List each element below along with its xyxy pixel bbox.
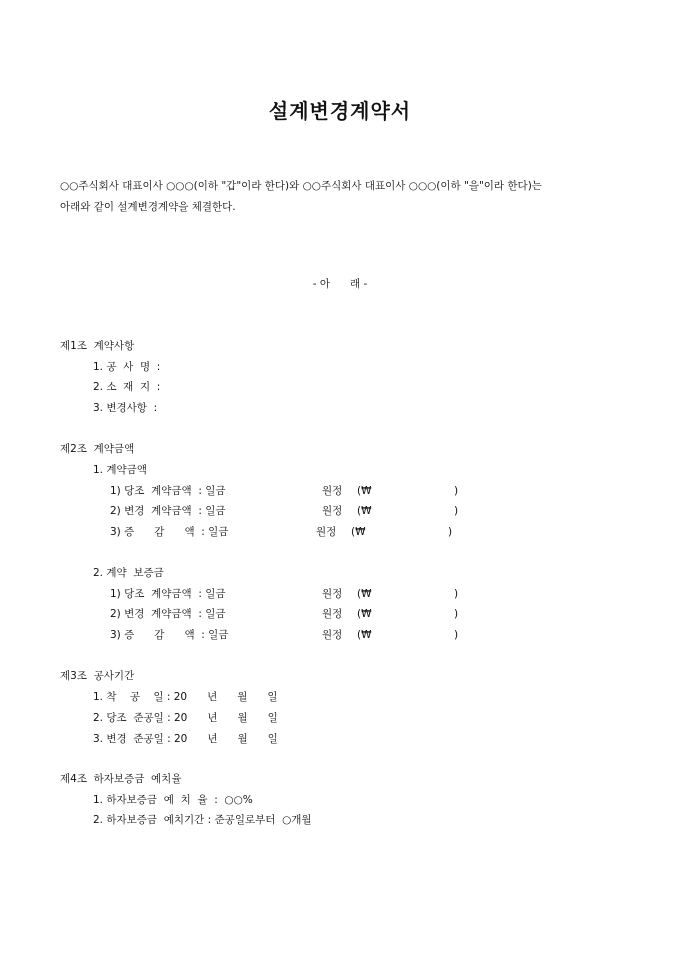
won-paren-close: ) [454,629,459,641]
won-label: 원정 [316,526,337,538]
won-paren-close: ) [454,485,459,497]
intro-line-2: 아래와 같이 설계변경계약을 체결한다. [60,201,236,213]
won-label: 원정 [322,608,343,620]
article-1-item-location: 2. 소 재 지 : [93,381,161,393]
article-2-sub2-label: 2. 계약 보증금 [93,567,164,579]
article-4-item-period: 2. 하자보증금 예치기간 : 준공일로부터 ○개월 [93,814,312,826]
won-paren-open: (₩ [357,485,372,497]
won-paren-open: (₩ [351,526,366,538]
intro-line-1: ○○주식회사 대표이사 ○○○(이하 "갑"이라 한다)와 ○○주식회사 대표이사 ○○○(이하 "을"이라 한다)는 [60,180,542,192]
article-4-item-rate: 1. 하자보증금 예 치 율 : ○○% [93,794,253,806]
won-paren-close: ) [454,505,459,517]
intro-paragraph [60,176,640,218]
won-label: 원정 [322,485,343,497]
article-3-item-original-completion: 2. 당조 준공일 : 20 년 월 일 [93,712,278,724]
won-paren-open: (₩ [357,505,372,517]
contract-amount-changed: 2) 변경 계약금액 : 일금 [110,505,226,517]
article-2-heading: 제2조 계약금액 [60,443,135,455]
article-3-item-changed-completion: 3. 변경 준공일 : 20 년 월 일 [93,733,278,745]
won-paren-open: (₩ [357,629,372,641]
deposit-amount-changed: 2) 변경 계약금액 : 일금 [110,608,226,620]
won-paren-close: ) [448,526,453,538]
won-label: 원정 [322,588,343,600]
won-paren-close: ) [454,588,459,600]
won-label: 원정 [322,629,343,641]
article-1-item-project-name: 1. 공 사 명 : [93,361,161,373]
won-paren-open: (₩ [357,608,372,620]
won-paren-open: (₩ [357,588,372,600]
section-marker: - 아 래 - [312,278,368,290]
article-1-heading: 제1조 계약사항 [60,340,135,352]
article-3-heading: 제3조 공사기간 [60,670,135,682]
document-title: 설계변경계약서 [268,99,412,123]
contract-amount-original: 1) 당조 계약금액 : 일금 [110,485,226,497]
deposit-amount-difference: 3) 증 감 액 : 일금 [110,629,229,641]
article-1-item-changes: 3. 변경사항 : [93,402,158,414]
deposit-amount-original: 1) 당조 계약금액 : 일금 [110,588,226,600]
won-paren-close: ) [454,608,459,620]
article-3-item-start-date: 1. 착 공 일 : 20 년 월 일 [93,691,278,703]
contract-amount-difference: 3) 증 감 액 : 일금 [110,526,229,538]
won-label: 원정 [322,505,343,517]
article-2-sub1-label: 1. 계약금액 [93,464,147,476]
article-4-heading: 제4조 하자보증금 예치율 [60,773,182,785]
